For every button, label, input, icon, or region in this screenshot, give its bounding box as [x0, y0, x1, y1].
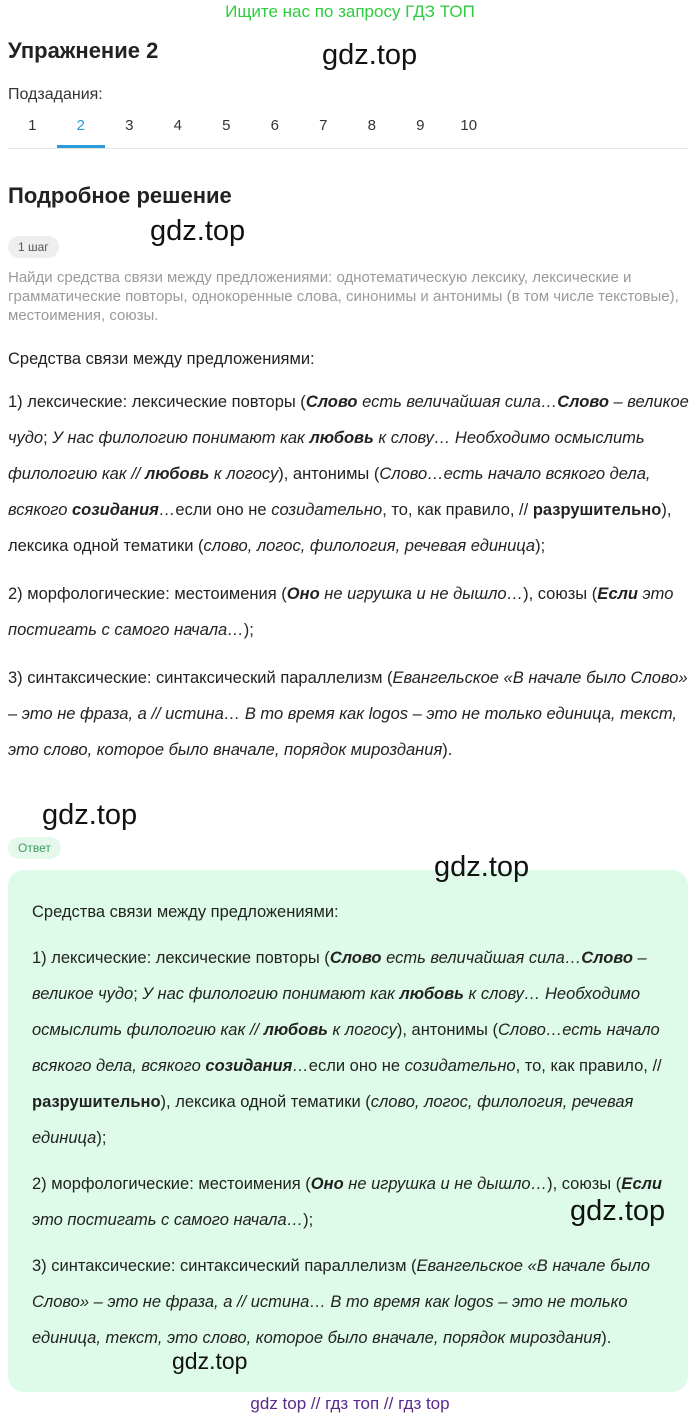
watermark: gdz.top — [150, 215, 246, 247]
subtask-tab-7[interactable]: 7 — [319, 117, 328, 134]
subtask-tab-2[interactable]: 2 — [57, 110, 106, 148]
subtasks-label: Подзадания: — [8, 86, 103, 103]
subtask-tab-10[interactable]: 10 — [460, 117, 478, 134]
watermark: gdz.top — [570, 1195, 666, 1227]
solution-paragraph-lexical: 1) лексические: лексические повторы (Слово есть величайшая сила…Слово – великое чудо; У нас филологию понимают как любовь к слову… Необходимо осмыслить филологию как // любовь к логосу), антонимы (Слово…есть начало всякого дела, всякого созидания…если оно не созидательно, то, как правило, // разрушительно), лексика одной тематики (слово, логос, филология, речевая единица); — [8, 393, 689, 555]
page-title: Упражнение 2 — [8, 38, 159, 63]
answer-paragraph-syntactic: 3) синтаксические: синтаксический параллелизм (Евангельское «В начале было Слово» – это не фраза, а // истина… В то время как logos – это не только единица, текст, это слово, которое было вначале, порядок мироздания). — [32, 1257, 650, 1347]
subtask-tab-8[interactable]: 8 — [367, 117, 376, 134]
answer-paragraph-morphological: 2) морфологические: местоимения (Оно не игрушка и не дышло…), союзы (Если это постигать с самого начала…); — [32, 1175, 662, 1229]
footer-links[interactable]: gdz top // гдз топ // гдз top — [250, 1394, 450, 1413]
solution-paragraph-morphological: 2) морфологические: местоимения (Оно не игрушка и не дышло…), союзы (Если это постигать с самого начала…); — [8, 585, 674, 639]
answer-paragraph-lexical: 1) лексические: лексические повторы (Слово есть величайшая сила…Слово – великое чудо; У нас филологию понимают как любовь к слову… Необходимо осмыслить филологию как // любовь к логосу), антонимы (Слово…есть начало всякого дела, всякого созидания…если оно не созидательно, то, как правило, // разрушительно), лексика одной тематики (слово, логос, филология, речевая единица); — [32, 949, 662, 1147]
subtask-tab-9[interactable]: 9 — [416, 117, 425, 134]
subtask-tab-5[interactable]: 5 — [222, 117, 231, 134]
answer-badge: Ответ — [8, 837, 61, 859]
solution-text — [8, 346, 690, 780]
promo-banner[interactable]: Ищите нас по запросу ГДЗ ТОП — [225, 2, 475, 21]
subtask-tab-1[interactable]: 1 — [28, 117, 37, 134]
subtask-tabs — [8, 110, 688, 149]
step-badge: 1 шаг — [8, 236, 59, 258]
solution-heading: Средства связи между предложениями: — [8, 350, 315, 368]
subtask-tab-6[interactable]: 6 — [270, 117, 279, 134]
watermark: gdz.top — [322, 39, 418, 71]
section-title: Подробное решение — [8, 183, 232, 208]
watermark: gdz.top — [42, 799, 138, 831]
subtask-tab-4[interactable]: 4 — [173, 117, 182, 134]
answer-heading: Средства связи между предложениями: — [32, 903, 339, 921]
hint-text: Найди средства связи между предложениями: однотематическую лексику, лексические и грамматические повторы, однокоренные слова, синонимы и антонимы (в том числе текстовые), местоимения, союзы. — [8, 269, 679, 324]
answer-box — [8, 870, 688, 1392]
watermark: gdz.top — [434, 851, 530, 883]
subtask-tab-3[interactable]: 3 — [125, 117, 134, 134]
watermark: gdz.top — [172, 1348, 248, 1374]
solution-paragraph-syntactic: 3) синтаксические: синтаксический параллелизм (Евангельское «В начале было Слово» – это не фраза, а // истина… В то время как logos – это не только единица, текст, это слово, которое было вначале, порядок мироздания). — [8, 669, 688, 759]
